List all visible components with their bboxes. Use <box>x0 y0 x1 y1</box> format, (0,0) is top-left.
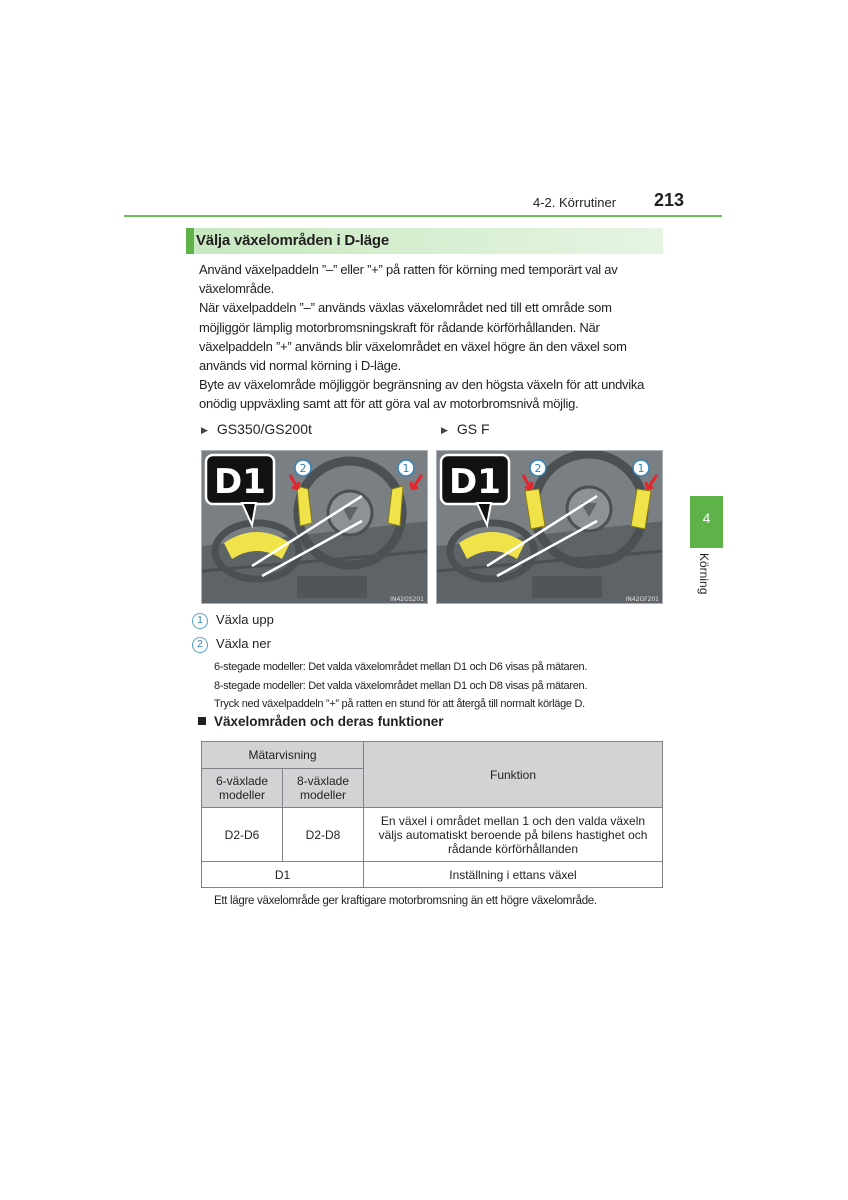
page-number: 213 <box>654 190 685 210</box>
steering-wheel-illustration <box>202 451 428 604</box>
legend-label: Växla upp <box>216 612 274 627</box>
table-header-8-speed: 8-växlade modeller <box>283 769 364 808</box>
table-cell: Inställning i ettans växel <box>364 862 663 888</box>
body-paragraph: Byte av växelområde möjliggör begränsning av den högsta växeln för att undvika onödig uppväxling samt att för att göra val av motorbromsnivå möjlig. <box>199 377 645 412</box>
chapter-tab-label: Körning <box>697 553 711 595</box>
callout-number-icon: 2 <box>192 637 208 653</box>
note-line: 8-stegade modeller: Det valda växelområdet mellan D1 och D8 visas på mätaren. <box>214 679 588 692</box>
triangle-bullet-icon: ▶ <box>201 425 208 435</box>
variant-label-gs350 <box>201 421 312 437</box>
notes <box>214 658 587 714</box>
callout-number: 2 <box>534 462 542 475</box>
meter-display-text: D1 <box>214 462 266 502</box>
subheading-text: Växelområden och deras funktioner <box>214 714 444 729</box>
figure-gsf <box>436 450 663 604</box>
meter-display-text: D1 <box>449 462 501 502</box>
table-cell: D2-D6 <box>202 808 283 862</box>
legend-label: Växla ner <box>216 636 271 651</box>
subheading <box>198 714 444 729</box>
variant-label-gsf <box>441 421 490 437</box>
table-header-meter: Mätarvisning <box>202 742 364 769</box>
callout-number: 1 <box>402 462 410 475</box>
note-line: Tryck ned växelpaddeln ”+” på ratten en stund för att återgå till normalt körläge D. <box>214 698 585 711</box>
callout-number: 1 <box>637 462 645 475</box>
section-title: Välja växelområden i D-läge <box>196 232 390 249</box>
callout-number-icon: 1 <box>192 613 208 629</box>
variant-label-text: GS350/GS200t <box>216 421 312 437</box>
body-paragraph: Använd växelpaddeln ”–” eller ”+” på ratten för körning med temporärt val av växelområde. <box>199 262 618 297</box>
chapter-tab-number: 4 <box>702 510 711 526</box>
table-header-function: Funktion <box>364 742 663 808</box>
legend-item-shift-down <box>192 636 271 653</box>
table-cell: D1 <box>202 862 364 888</box>
footnote: Ett lägre växelområde ger kraftigare motorbromsning än ett högre växelområde. <box>214 895 597 907</box>
body-paragraph: När växelpaddeln ”–” används växlas växelområdet ned till ett område som möjliggör lämplig motorbromsningskraft för rådande körförhållanden. När växelpaddeln ”+” används blir växelområdet en växel högre än den växel som används vid normal körning i D-läge. <box>199 300 627 374</box>
image-code: IN42GS201 <box>390 596 424 603</box>
steering-wheel-illustration <box>437 451 663 604</box>
triangle-bullet-icon: ▶ <box>441 425 448 435</box>
table-cell: En växel i området mellan 1 och den valda växeln väljs automatiskt beroende på bilens hastighet och rådande körförhållanden <box>364 808 663 862</box>
running-header-section: 4-2. Körrutiner <box>533 195 617 210</box>
body-text <box>199 260 661 414</box>
callout-number: 2 <box>299 462 307 475</box>
gear-range-table <box>201 741 663 888</box>
header-rule <box>124 215 722 217</box>
image-code: IN42GF201 <box>625 596 659 603</box>
figure-gs350 <box>201 450 428 604</box>
table-cell: D2-D8 <box>283 808 364 862</box>
variant-label-text: GS F <box>456 421 490 437</box>
legend-item-shift-up <box>192 612 274 629</box>
square-bullet-icon <box>198 717 206 725</box>
table-header-6-speed: 6-växlade modeller <box>202 769 283 808</box>
note-line: 6-stegade modeller: Det valda växelområdet mellan D1 och D6 visas på mätaren. <box>214 661 588 673</box>
